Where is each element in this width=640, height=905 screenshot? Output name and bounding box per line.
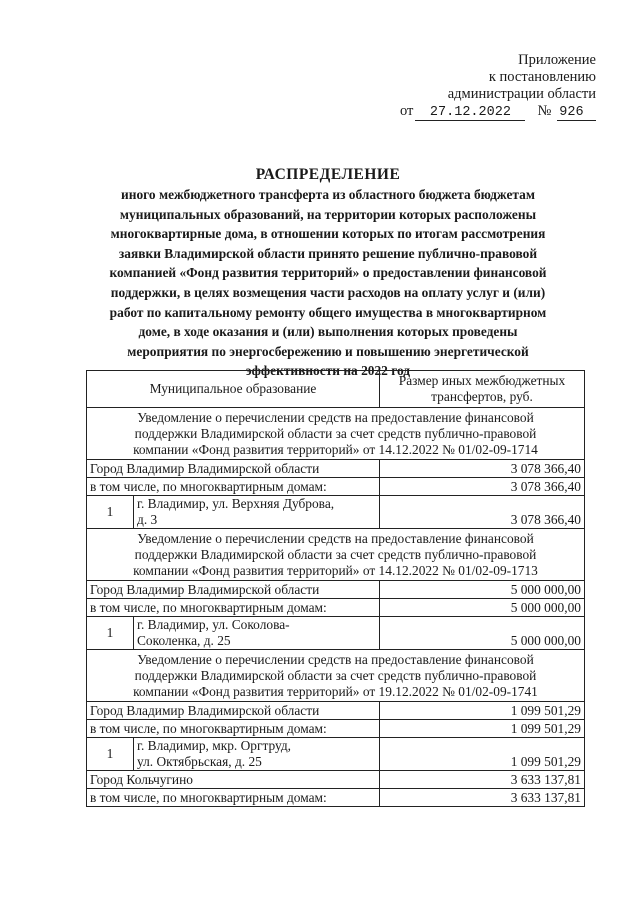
house-row (87, 738, 585, 771)
municipality-row (87, 702, 585, 720)
notice-line: Уведомление о перечислении средств на предоставление финансовой (137, 652, 534, 667)
subtotal-amount: 5 000 000,00 (380, 599, 585, 617)
house-address (134, 496, 380, 529)
municipality-name: Город Владимир Владимирской области (87, 581, 380, 599)
address-line: д. 3 (137, 512, 158, 527)
municipality-name: Город Владимир Владимирской области (87, 460, 380, 478)
subtitle-line: доме, в ходе оказания и (или) выполнения которых проведены (138, 324, 518, 340)
subtitle-line: работ по капитальному ремонту общего имущества в многоквартирном (109, 304, 547, 320)
document-subtitle (82, 185, 574, 381)
notice-line: компании «Фонд развития территорий» от 19.12.2022 № 01/02-09-1741 (133, 684, 538, 699)
municipality-amount: 5 000 000,00 (380, 581, 585, 599)
subtitle-line: поддержки, в целях возмещения части расходов на оплату услуг и (или) (110, 284, 546, 300)
subtotal-label: в том числе, по многоквартирным домам: (87, 789, 380, 807)
house-address (134, 738, 380, 771)
subtotal-row (87, 720, 585, 738)
municipality-name: Город Владимир Владимирской области (87, 702, 380, 720)
subtotal-row (87, 789, 585, 807)
address-line: Соколенка, д. 25 (137, 633, 231, 648)
subtitle-line: заявки Владимирской области принято решение публично-правовой (118, 245, 538, 261)
attachment-line-1: Приложение (518, 52, 596, 68)
municipality-row (87, 460, 585, 478)
house-amount: 1 099 501,29 (380, 738, 585, 771)
notice-line: поддержки Владимирской области за счет средств публично-правовой (134, 668, 537, 683)
notice-row (87, 650, 585, 702)
notice-cell (87, 529, 585, 581)
house-number-cell: 1 (87, 496, 134, 529)
municipality-name: Город Кольчугино (87, 771, 380, 789)
house-number-cell: 1 (87, 617, 134, 650)
municipality-amount: 3 633 137,81 (380, 771, 585, 789)
house-amount: 5 000 000,00 (380, 617, 585, 650)
notice-row (87, 408, 585, 460)
attachment-block (400, 52, 596, 121)
notice-line: Уведомление о перечислении средств на предоставление финансовой (137, 531, 534, 546)
table-header-row (87, 371, 585, 408)
subtotal-amount: 3 633 137,81 (380, 789, 585, 807)
address-line: г. Владимир, ул. Соколова- (137, 617, 290, 632)
number-label: № (537, 103, 552, 119)
subtotal-row (87, 478, 585, 496)
house-address (134, 617, 380, 650)
subtitle-line: мероприятия по энергосбережению и повышению энергетической (127, 343, 529, 359)
decree-signature-line (400, 103, 596, 121)
attachment-line-2: к постановлению (488, 69, 596, 85)
subtitle-line: компанией «Фонд развития территорий» о предоставлении финансовой (109, 265, 547, 281)
from-label: от (400, 103, 414, 119)
house-row (87, 496, 585, 529)
notice-row (87, 529, 585, 581)
decree-number: 926 (557, 106, 596, 121)
municipality-row (87, 581, 585, 599)
subtotal-label: в том числе, по многоквартирным домам: (87, 478, 380, 496)
subtotal-amount: 1 099 501,29 (380, 720, 585, 738)
subtitle-line: иного межбюджетного трансферта из областного бюджета бюджетам (121, 187, 535, 202)
subtotal-label: в том числе, по многоквартирным домам: (87, 720, 380, 738)
notice-line: поддержки Владимирской области за счет средств публично-правовой (134, 547, 537, 562)
notice-line: Уведомление о перечислении средств на предоставление финансовой (137, 410, 534, 425)
document-title: РАСПРЕДЕЛЕНИЕ (255, 166, 401, 183)
notice-cell (87, 650, 585, 702)
header-amount-line: Размер иных межбюджетных (398, 373, 566, 388)
address-line: ул. Октябрьская, д. 25 (137, 754, 262, 769)
notice-line: компании «Фонд развития территорий» от 14.12.2022 № 01/02-09-1713 (133, 563, 538, 578)
subtotal-row (87, 599, 585, 617)
header-amount (380, 371, 585, 408)
subtitle-line: муниципальных образований, на территории которых расположены (119, 206, 537, 222)
attachment-line-3: администрации области (447, 86, 596, 102)
decree-date: 27.12.2022 (415, 106, 525, 121)
house-number-cell: 1 (87, 738, 134, 771)
distribution-table (86, 370, 585, 807)
header-amount-line: трансфертов, руб. (431, 389, 533, 404)
municipality-amount: 3 078 366,40 (380, 460, 585, 478)
subtitle-line: многоквартирные дома, в отношении которых по итогам рассмотрения (110, 226, 546, 242)
subtotal-amount: 3 078 366,40 (380, 478, 585, 496)
municipality-row (87, 771, 585, 789)
document-heading (82, 165, 574, 381)
house-row (87, 617, 585, 650)
notice-line: компании «Фонд развития территорий» от 14.12.2022 № 01/02-09-1714 (133, 442, 538, 457)
subtitle-line: эффективности на 2022 год (245, 363, 411, 379)
header-municipality: Муниципальное образование (87, 371, 380, 408)
address-line: г. Владимир, ул. Верхняя Дуброва, (137, 496, 335, 511)
municipality-amount: 1 099 501,29 (380, 702, 585, 720)
house-amount: 3 078 366,40 (380, 496, 585, 529)
subtotal-label: в том числе, по многоквартирным домам: (87, 599, 380, 617)
address-line: г. Владимир, мкр. Оргтруд, (137, 738, 292, 753)
notice-line: поддержки Владимирской области за счет средств публично-правовой (134, 426, 537, 441)
notice-cell (87, 408, 585, 460)
